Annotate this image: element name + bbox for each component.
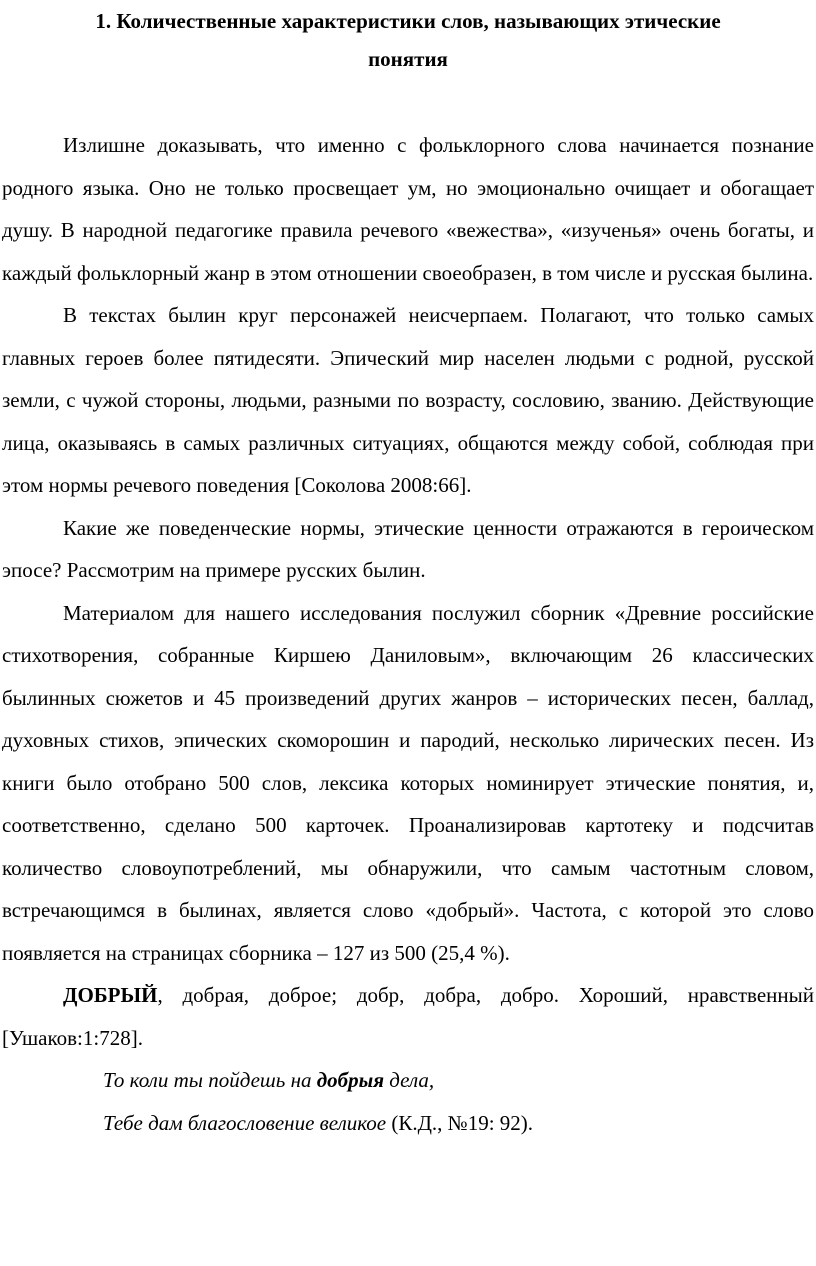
quote-source: (К.Д., №19: 92). — [386, 1111, 534, 1135]
paragraph-characters: В текстах былин круг персонажей неисчерпаем. Полагают, что только самых главных героев более пятидесяти. Эпический мир населен людьми с родной, русской земли, с чужой стороны, людьми, разными по возрасту, сословию, званию. Действующие лица, оказываясь в самых различных ситуациях, общаются между собой, соблюдая при этом нормы речевого поведения [Соколова 2008:66]. — [2, 303, 814, 497]
definition-headword: ДОБРЫЙ — [63, 983, 158, 1007]
quote-line-2 — [103, 1102, 814, 1145]
definition-text: , добрая, доброе; добр, добра, добро. Хороший, нравственный [Ушаков:1:728]. — [2, 983, 814, 1050]
paragraph-intro: Излишне доказывать, что именно с фольклорного слова начинается познание родного языка. Оно не только просвещает ум, но эмоционально очищает и обогащает душу. В народной педагогике правила речевого «вежества», «изученья» очень богаты, и каждый фольклорный жанр в этом отношении своеобразен, в том числе и русская былина. — [2, 133, 814, 285]
paragraph-definition — [2, 974, 814, 1059]
quote-line-1-start: То коли ты пойдешь на — [103, 1068, 317, 1092]
example-quote — [2, 1059, 814, 1145]
quote-line-2-text: Тебе дам благословение великое — [103, 1111, 387, 1135]
quote-line-1-end: дела, — [384, 1068, 435, 1092]
heading-line-1: 1. Количественные характеристики слов, называющих этические — [95, 9, 721, 33]
paragraph-material: Материалом для нашего исследования послужил сборник «Древние российские стихотворения, собранные Киршею Даниловым», включающим 26 классических былинных сюжетов и 45 произведений других жанров – исторических песен, баллад, духовных стихов, эпических скоморошин и пародий, несколько лирических песен. Из книги было отобрано 500 слов, лексика которых номинирует этические понятия, и, соответственно, сделано 500 карточек. Проанализировав картотеку и подсчитав количество словоупотреблений, мы обнаружили, что самым частотным словом, встречающимся в былинах, является слово «добрый». Частота, с которой это слово появляется на страницах сборника – 127 из 500 (25,4 %). — [2, 600, 814, 965]
paragraph-question: Какие же поведенческие нормы, этические ценности отражаются в героическом эпосе? Рассмотрим на примере русских былин. — [2, 515, 814, 582]
body-text — [2, 124, 814, 1145]
heading-line-2: понятия — [368, 47, 448, 71]
quote-highlight-word: добрыя — [316, 1068, 385, 1092]
quote-line-1 — [103, 1059, 814, 1102]
